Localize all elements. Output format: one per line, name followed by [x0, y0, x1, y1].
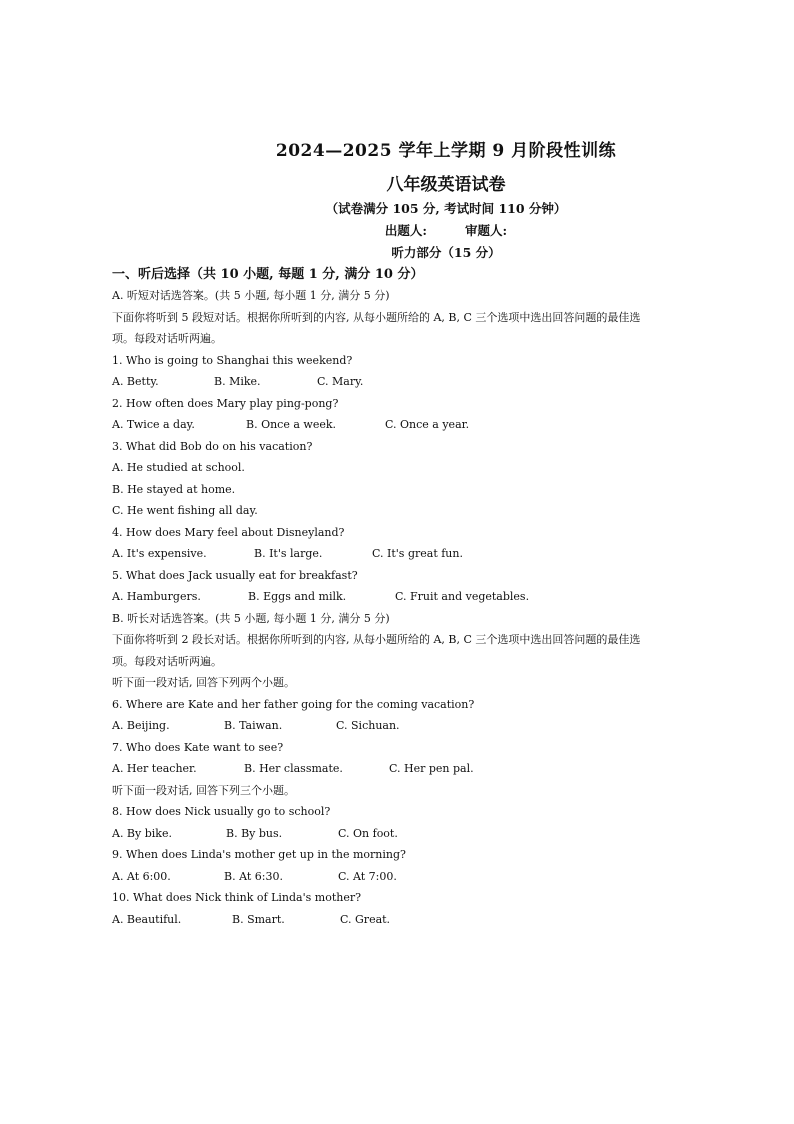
part-b-title: B. 听长对话选答案。(共 5 小题, 每小题 1 分, 满分 5 分)	[112, 611, 390, 625]
question: 9. When does Linda's mother get up in the morning?	[112, 848, 406, 861]
reviewer-label: 审题人:	[465, 223, 508, 238]
answer-options	[112, 586, 690, 608]
option-c: C. Fruit and vegetables.	[395, 590, 530, 603]
option-a: A. Her teacher.	[112, 762, 197, 775]
option-b: B. He stayed at home.	[112, 482, 236, 496]
answer-options	[112, 909, 690, 931]
option-c: C. It's great fun.	[372, 547, 463, 560]
question: 8. How does Nick usually go to school?	[112, 805, 331, 818]
option-b: B. Smart.	[232, 912, 285, 926]
part-a-title: A. 听短对话选答案。(共 5 小题, 每小题 1 分, 满分 5 分)	[112, 289, 390, 302]
answer-options	[112, 823, 690, 845]
option-b: B. Mike.	[214, 375, 261, 388]
question: 3. What did Bob do on his vacation?	[112, 439, 313, 453]
option-a: A. Twice a day.	[112, 418, 195, 431]
exam-subtitle: 八年级英语试卷	[386, 175, 506, 195]
answer-options	[112, 758, 690, 780]
option-b: B. It's large.	[254, 547, 323, 560]
part-a-instruction-cont: 项。每段对话听两遍。	[112, 332, 222, 345]
dialog-note: 听下面一段对话, 回答下列三个小题。	[112, 783, 295, 797]
option-b: B. At 6:30.	[224, 869, 283, 883]
option-c: C. At 7:00.	[338, 869, 397, 883]
author-line	[172, 220, 720, 242]
option-b: B. By bus.	[226, 826, 283, 840]
option-c: C. On foot.	[338, 826, 398, 840]
part-a-instruction: 下面你将听到 5 段短对话。根据你所听到的内容, 从每小题所给的 A, B, C 三个选项中选出回答问题的最佳选	[112, 310, 641, 324]
option-a: A. At 6:00.	[112, 869, 171, 883]
page-content	[112, 138, 690, 930]
answer-options	[112, 371, 690, 393]
part-title: 听力部分（15 分）	[391, 245, 501, 260]
option-c: C. Sichuan.	[336, 719, 400, 732]
author-label: 出题人:	[384, 223, 427, 238]
option-a: A. Beautiful.	[112, 912, 182, 926]
option-a: A. Hamburgers.	[112, 590, 201, 603]
option-c: C. Her pen pal.	[389, 762, 474, 775]
question: 10. What does Nick think of Linda's mother?	[112, 891, 361, 904]
section-heading: 一、听后选择（共 10 小题, 每题 1 分, 满分 10 分）	[112, 267, 424, 282]
question: 1. Who is going to Shanghai this weekend?	[112, 353, 353, 367]
part-b-instruction-cont: 项。每段对话听两遍。	[112, 654, 222, 668]
option-b: B. Eggs and milk.	[248, 590, 347, 603]
option-a: A. He studied at school.	[112, 461, 245, 474]
question: 7. Who does Kate want to see?	[112, 740, 284, 754]
part-b-instruction: 下面你将听到 2 段长对话。根据你所听到的内容, 从每小题所给的 A, B, C 三个选项中选出回答问题的最佳选	[112, 633, 641, 646]
answer-options	[112, 715, 690, 737]
answer-options	[112, 414, 690, 436]
option-b: B. Once a week.	[246, 418, 336, 431]
question: 2. How often does Mary play ping-pong?	[112, 396, 339, 410]
option-c: C. Once a year.	[385, 418, 470, 431]
option-b: B. Taiwan.	[224, 719, 283, 732]
option-a: A. Betty.	[112, 375, 159, 388]
option-a: A. By bike.	[112, 826, 172, 840]
option-c: C. Great.	[340, 912, 391, 926]
dialog-note: 听下面一段对话, 回答下列两个小题。	[112, 676, 295, 689]
question: 6. Where are Kate and her father going for the coming vacation?	[112, 697, 475, 711]
answer-options	[112, 866, 690, 888]
question: 5. What does Jack usually eat for breakfast?	[112, 568, 358, 582]
option-c: C. He went fishing all day.	[112, 504, 258, 517]
option-a: A. Beijing.	[112, 719, 170, 732]
option-b: B. Her classmate.	[244, 762, 343, 775]
exam-info: （试卷满分 105 分, 考试时间 110 分钟）	[325, 201, 567, 216]
option-a: A. It's expensive.	[112, 547, 207, 560]
question: 4. How does Mary feel about Disneyland?	[112, 525, 345, 539]
exam-title: 2024—2025 学年上学期 9 月阶段性训练	[275, 141, 617, 161]
option-c: C. Mary.	[317, 375, 364, 388]
answer-options	[112, 543, 690, 565]
